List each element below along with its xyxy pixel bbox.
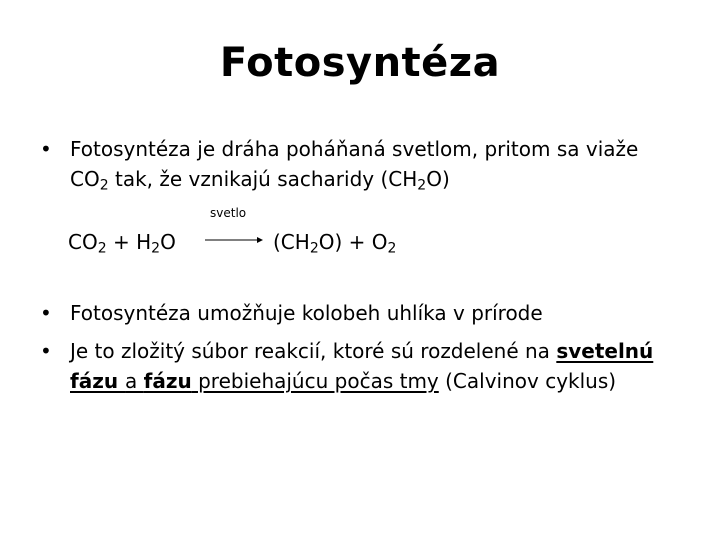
product-ch-sub: 2 [309, 240, 319, 257]
reactant-h-sub: 2 [151, 240, 161, 257]
bullet-marker: • [40, 137, 52, 161]
bullet-text-3 [40, 336, 660, 396]
reactant-plus-h-text: + H [106, 230, 152, 254]
bullet-item-3 [40, 336, 660, 396]
product-ch-text: (CH [273, 230, 310, 254]
slide-title: Fotosyntéza [219, 40, 501, 86]
dark-phase-label: fázu [143, 369, 192, 393]
reactant-co-sub: 2 [97, 240, 107, 257]
bullet3-connector: a [125, 369, 144, 393]
arrow-label: svetlo [210, 206, 247, 220]
bullet1-sub-a: 2 [99, 177, 109, 194]
bullet1-sub-b: 2 [417, 177, 427, 194]
bullet1-text-b: tak, že vznikajú sacharidy (CH [108, 167, 418, 191]
bullet1-text-a: Fotosyntéza je dráha poháňaná svetlom, pritom sa viaže CO [70, 137, 639, 191]
light-phase-label: svetelnú fázu [70, 339, 654, 393]
equation-reactants [68, 230, 176, 257]
bullet-item-1 [40, 134, 660, 194]
bullet-marker: • [40, 301, 52, 325]
dark-phase-rest: prebiehajúcu počas tmy [191, 369, 439, 393]
bullet-item-2 [40, 298, 660, 328]
equation-products [273, 230, 397, 257]
reactant-o-text: O [160, 230, 176, 254]
bullet1-text-c: O) [426, 167, 450, 191]
bullet-text-1 [40, 134, 660, 194]
bullet3-text-a: Je to zložitý súbor reakcií, ktoré sú rozdelené na [70, 339, 557, 363]
reaction-arrow-icon [205, 230, 265, 250]
bullet-marker: • [40, 339, 52, 363]
reactant-co-text: CO [68, 230, 98, 254]
bullet-text-2: Fotosyntéza umožňuje kolobeh uhlíka v prírode [70, 301, 543, 325]
bullet3-text-b: (Calvinov cyklus) [438, 369, 617, 393]
product-o-sub: 2 [387, 240, 397, 257]
product-o-text: O) + O [318, 230, 388, 254]
